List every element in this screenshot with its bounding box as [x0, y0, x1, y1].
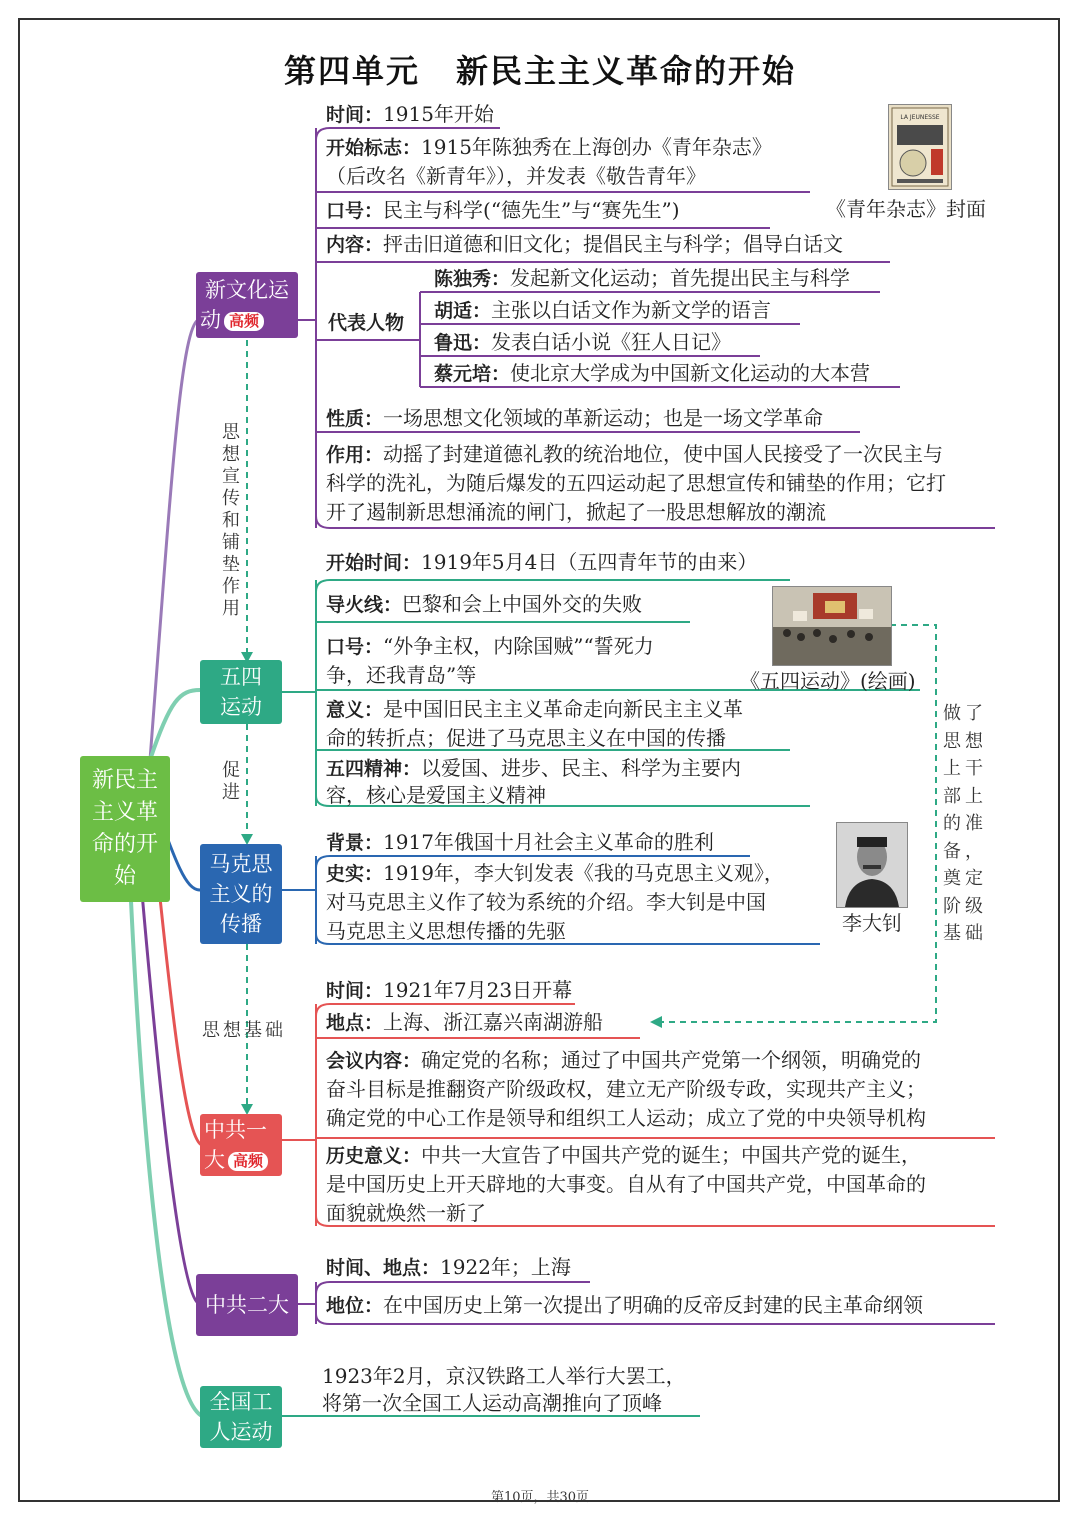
culture-nature: 性质：一场思想文化领域的革新运动；也是一场文学革命	[326, 406, 824, 430]
labor-text-1: 1923年2月，京汉铁路工人举行大罢工，	[322, 1364, 686, 1388]
marx-background: 背景：1917年俄国十月社会主义革命的胜利	[326, 830, 714, 854]
person-chen-duxiu: 陈独秀：发起新文化运动；首先提出民主与科学	[434, 266, 851, 290]
cpc1-content-2: 奋斗目标是推翻资产阶级政权，建立无产阶级专政，实现共产主义；	[326, 1077, 926, 1101]
cpc1-time: 时间：1921年7月23日开幕	[326, 978, 573, 1002]
link-label-preparation: 做了思想上干部上的准备，奠定阶级基础	[943, 703, 987, 944]
may4-meaning: 意义：是中国旧民主主义革命走向新民主主义革	[326, 697, 744, 721]
person-hu-shi: 胡适：主张以白话文作为新文学的语言	[434, 298, 772, 322]
cpc1-content-3: 确定党的中心工作是领导和组织工人运动；成立了党的中央领导机构	[326, 1106, 926, 1130]
culture-slogan: 口号：民主与科学(“德先生”与“赛先生”)	[326, 198, 680, 222]
li-dazhao-caption: 李大钊	[842, 911, 902, 935]
may4-painting-caption: 《五四运动》(绘画)	[740, 669, 916, 693]
cpc1-significance-2: 是中国历史上开天辟地的大事变。自从有了中国共产党，中国革命的	[326, 1172, 926, 1196]
node-new-culture-movement[interactable]	[196, 272, 298, 338]
person-lu-xun: 鲁迅：发表白话小说《狂人日记》	[434, 330, 732, 354]
marx-fact-2: 对马克思主义作了较为系统的介绍。李大钊是中国	[326, 890, 766, 914]
node-first-congress[interactable]	[200, 1114, 282, 1176]
title-topic: 新民主主义革命的开始	[456, 52, 797, 90]
may4-slogan: 口号：“外争主权，内除国贼”“誓死力	[326, 634, 654, 658]
node-labor-movement[interactable]	[200, 1386, 282, 1448]
cpc2-time-place: 时间、地点：1922年；上海	[326, 1255, 571, 1279]
may4-start-time: 开始时间：1919年5月4日（五四青年节的由来）	[326, 550, 758, 574]
magazine-cover-illustration	[889, 105, 951, 189]
culture-effect-3: 开了遏制新思想涌流的闸门，掀起了一股思想解放的潮流	[326, 500, 826, 524]
marx-fact-3: 马克思主义思想传播的先驱	[326, 919, 566, 943]
may4-fuse: 导火线：巴黎和会上中国外交的失败	[326, 592, 643, 616]
cpc1-content: 会议内容：确定党的名称；通过了中国共产党第一个纲领，明确党的	[326, 1048, 922, 1072]
li-dazhao-portrait-illustration	[837, 823, 907, 907]
node-may4-label-a: 五四	[220, 665, 262, 689]
may4-spirit-2: 容，核心是爱国主义精神	[326, 783, 546, 807]
culture-start-mark-2: （后改名《新青年》），并发表《敬告青年》	[326, 164, 706, 188]
page-footer: 第10页，共30页	[490, 1490, 590, 1505]
youth-magazine-caption: 《青年杂志》封面	[826, 197, 986, 221]
link-label-ideology-basis: 思想基础	[202, 1020, 286, 1041]
person-cai-yuanpei: 蔡元培：使北京大学成为中国新文化运动的大本营	[434, 361, 871, 385]
culture-effect-2: 科学的洗礼，为随后爆发的五四运动起了思想宣传和铺垫的作用；它打	[326, 471, 946, 495]
culture-time: 时间：1915年开始	[326, 102, 494, 126]
cpc2-status: 地位：在中国历史上第一次提出了明确的反帝反封建的民主革命纲领	[326, 1293, 924, 1317]
svg-text:LA JEUNESSE: LA JEUNESSE	[900, 114, 940, 121]
marx-fact: 史实：1919年，李大钊发表《我的马克思主义观》，	[326, 861, 784, 885]
node-cpc1-label-a: 中共一	[204, 1118, 267, 1142]
cpc1-place: 地点：上海、浙江嘉兴南湖游船	[326, 1010, 604, 1034]
link-root-may4	[150, 690, 200, 760]
may4-painting-image	[772, 586, 892, 666]
may4-spirit: 五四精神：以爱国、进步、民主、科学为主要内	[326, 756, 742, 780]
node-second-congress[interactable]: 中共二大	[196, 1274, 298, 1336]
high-frequency-badge: 高频	[224, 312, 264, 331]
node-cpc1-label-b: 大	[204, 1148, 225, 1172]
link-label-promote: 促进	[222, 760, 240, 803]
culture-start-mark: 开始标志：1915年陈独秀在上海创办《青年杂志》	[326, 135, 772, 159]
node-marx-label-a: 马克思	[209, 852, 273, 876]
culture-content: 内容：抨击旧道德和旧文化；提倡民主与科学；倡导白话文	[326, 232, 844, 256]
node-marx-label-b: 主义的	[209, 882, 273, 906]
may4-slogan-2: 争，还我青岛”等	[326, 663, 477, 687]
culture-people-label: 代表人物	[328, 312, 405, 334]
node-marx-label-c: 传播	[220, 912, 262, 936]
high-frequency-badge: 高频	[228, 1152, 268, 1171]
node-new-culture-label-a: 新文化运	[205, 278, 289, 302]
may4-painting-illustration	[773, 587, 891, 665]
node-may4-label-b: 运动	[220, 695, 262, 719]
may4-meaning-2: 命的转折点；促进了马克思主义在中国的传播	[326, 726, 726, 750]
link-label-propaganda: 思想宣传和铺垫作用	[222, 422, 240, 619]
link-root-cpc2	[140, 870, 198, 1303]
youth-magazine-cover-image	[888, 104, 952, 190]
node-marxism-spread[interactable]	[200, 844, 282, 944]
root-node[interactable]: 新民主主义革命的开始	[80, 756, 170, 902]
li-dazhao-portrait	[836, 822, 908, 908]
node-labor-label-b: 人运动	[209, 1420, 273, 1444]
node-new-culture-label-b: 动	[200, 308, 221, 332]
link-root-culture	[150, 320, 198, 760]
cpc1-significance-3: 面貌就焕然一新了	[326, 1201, 486, 1225]
title-unit: 第四单元	[283, 52, 420, 90]
labor-text-2: 将第一次全国工人运动高潮推向了顶峰	[322, 1391, 662, 1415]
cpc1-significance: 历史意义：中共一大宣告了中国共产党的诞生；中国共产党的诞生，	[326, 1143, 922, 1167]
culture-effect: 作用：动摇了封建道德礼教的统治地位，使中国人民接受了一次民主与	[326, 442, 944, 466]
node-may-fourth-movement[interactable]	[200, 660, 282, 724]
node-labor-label-a: 全国工	[209, 1390, 273, 1414]
